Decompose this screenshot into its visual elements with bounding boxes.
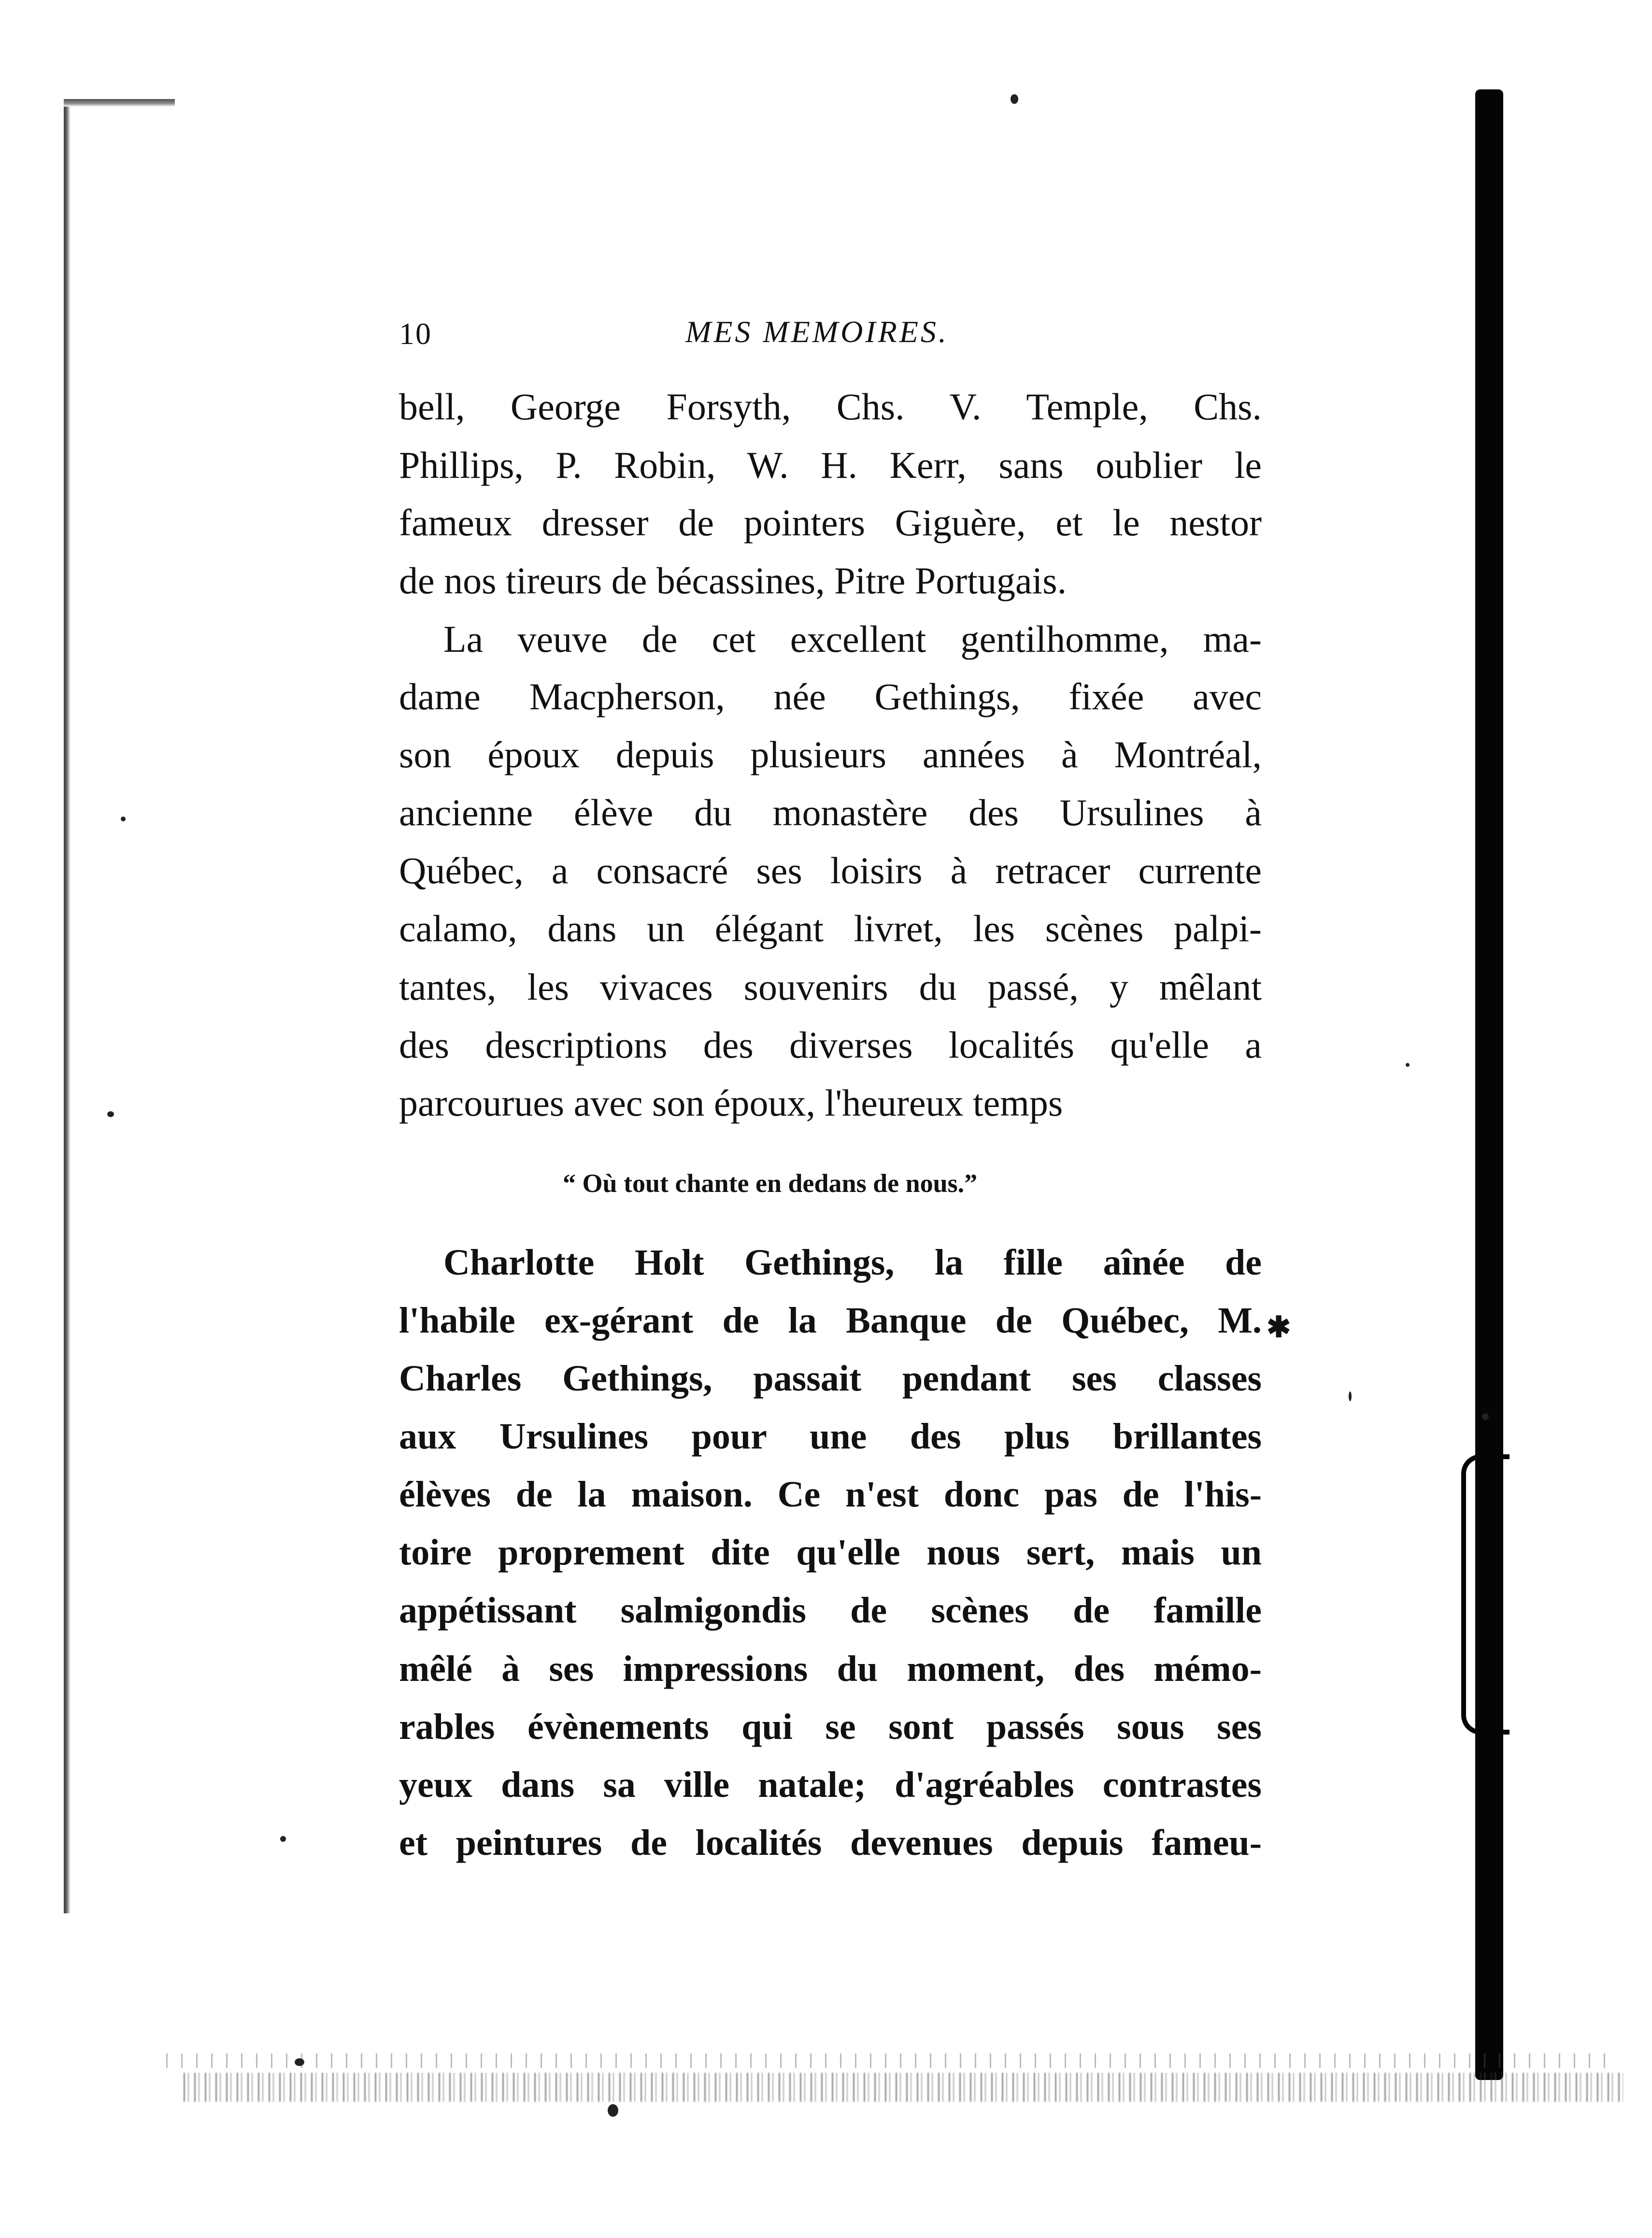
body-text-line: ancienne élève du monastère des Ursulines à — [399, 791, 1262, 833]
body-text-line: aux Ursulines pour une des plus brillantes — [399, 1416, 1262, 1457]
quotation: “ Où tout chante en dedans de nous.” — [563, 1169, 978, 1198]
body-text-line: tantes, les vivaces souvenirs du passé, y mêlant — [399, 966, 1262, 1008]
body-text-line: et peintures de localités devenues depuis fameu- — [399, 1822, 1262, 1863]
book-spine-loop — [1461, 1454, 1510, 1735]
page-corner-shadow — [64, 99, 175, 107]
bottom-edge-noise — [159, 2053, 1609, 2068]
running-header — [399, 309, 1268, 362]
body-text-line: des descriptions des diverses localités qu'elle a — [399, 1024, 1262, 1066]
margin-mark-icon: ✱ — [1267, 1311, 1291, 1343]
body-text-line: bell, George Forsyth, Chs. V. Temple, Chs. — [399, 386, 1262, 428]
body-text-line: mêlé à ses impressions du moment, des mémo- — [399, 1649, 1262, 1689]
body-text-line: toire proprement dite qu'elle nous sert, mais un — [399, 1532, 1262, 1573]
ink-speck — [1406, 1063, 1410, 1067]
body-text-line: fameux dresser de pointers Giguère, et le nestor — [399, 502, 1262, 544]
body-text-line: son époux depuis plusieurs années à Montréal, — [399, 733, 1262, 775]
body-text-line: Phillips, P. Robin, W. H. Kerr, sans oublier le — [399, 444, 1262, 486]
body-text-line: dame Macpherson, née Gethings, fixée avec — [399, 675, 1262, 717]
ink-speck — [295, 2058, 304, 2066]
running-title: MES MEMOIRES. — [685, 315, 949, 349]
ink-speck — [1482, 1413, 1489, 1420]
body-text-line: calamo, dans un élégant livret, les scènes palpi- — [399, 907, 1262, 949]
body-text-line: rables évènements qui se sont passés sous ses — [399, 1707, 1262, 1747]
page-number: 10 — [399, 316, 432, 351]
book-spine-shadow — [1475, 89, 1503, 2080]
bottom-edge-noise — [184, 2073, 1623, 2102]
body-text-line: yeux dans sa ville natale; d'agréables contrastes — [399, 1765, 1262, 1805]
body-text-line: La veuve de cet excellent gentilhomme, ma- — [443, 618, 1262, 660]
ink-speck — [1011, 94, 1018, 104]
ink-speck — [121, 817, 126, 821]
body-text-line: appétissant salmigondis de scènes de famille — [399, 1590, 1262, 1631]
body-text-line: Charles Gethings, passait pendant ses classes — [399, 1358, 1262, 1399]
body-text-line: parcourues avec son époux, l'heureux temps — [399, 1082, 1063, 1124]
page-left-edge-shadow — [64, 106, 71, 1913]
body-text-line: Québec, a consacré ses loisirs à retracer currente — [399, 849, 1262, 891]
body-text-line: l'habile ex-gérant de la Banque de Québec, M. — [399, 1300, 1262, 1341]
body-text-line: élèves de la maison. Ce n'est donc pas de l'his- — [399, 1474, 1262, 1515]
ink-speck — [107, 1111, 114, 1117]
ink-speck — [608, 2104, 618, 2117]
ink-speck — [280, 1836, 286, 1842]
body-text-line: Charlotte Holt Gethings, la fille aînée de — [443, 1242, 1262, 1283]
body-text-line: de nos tireurs de bécassines, Pitre Portugais. — [399, 560, 1067, 602]
ink-speck — [1349, 1392, 1352, 1401]
